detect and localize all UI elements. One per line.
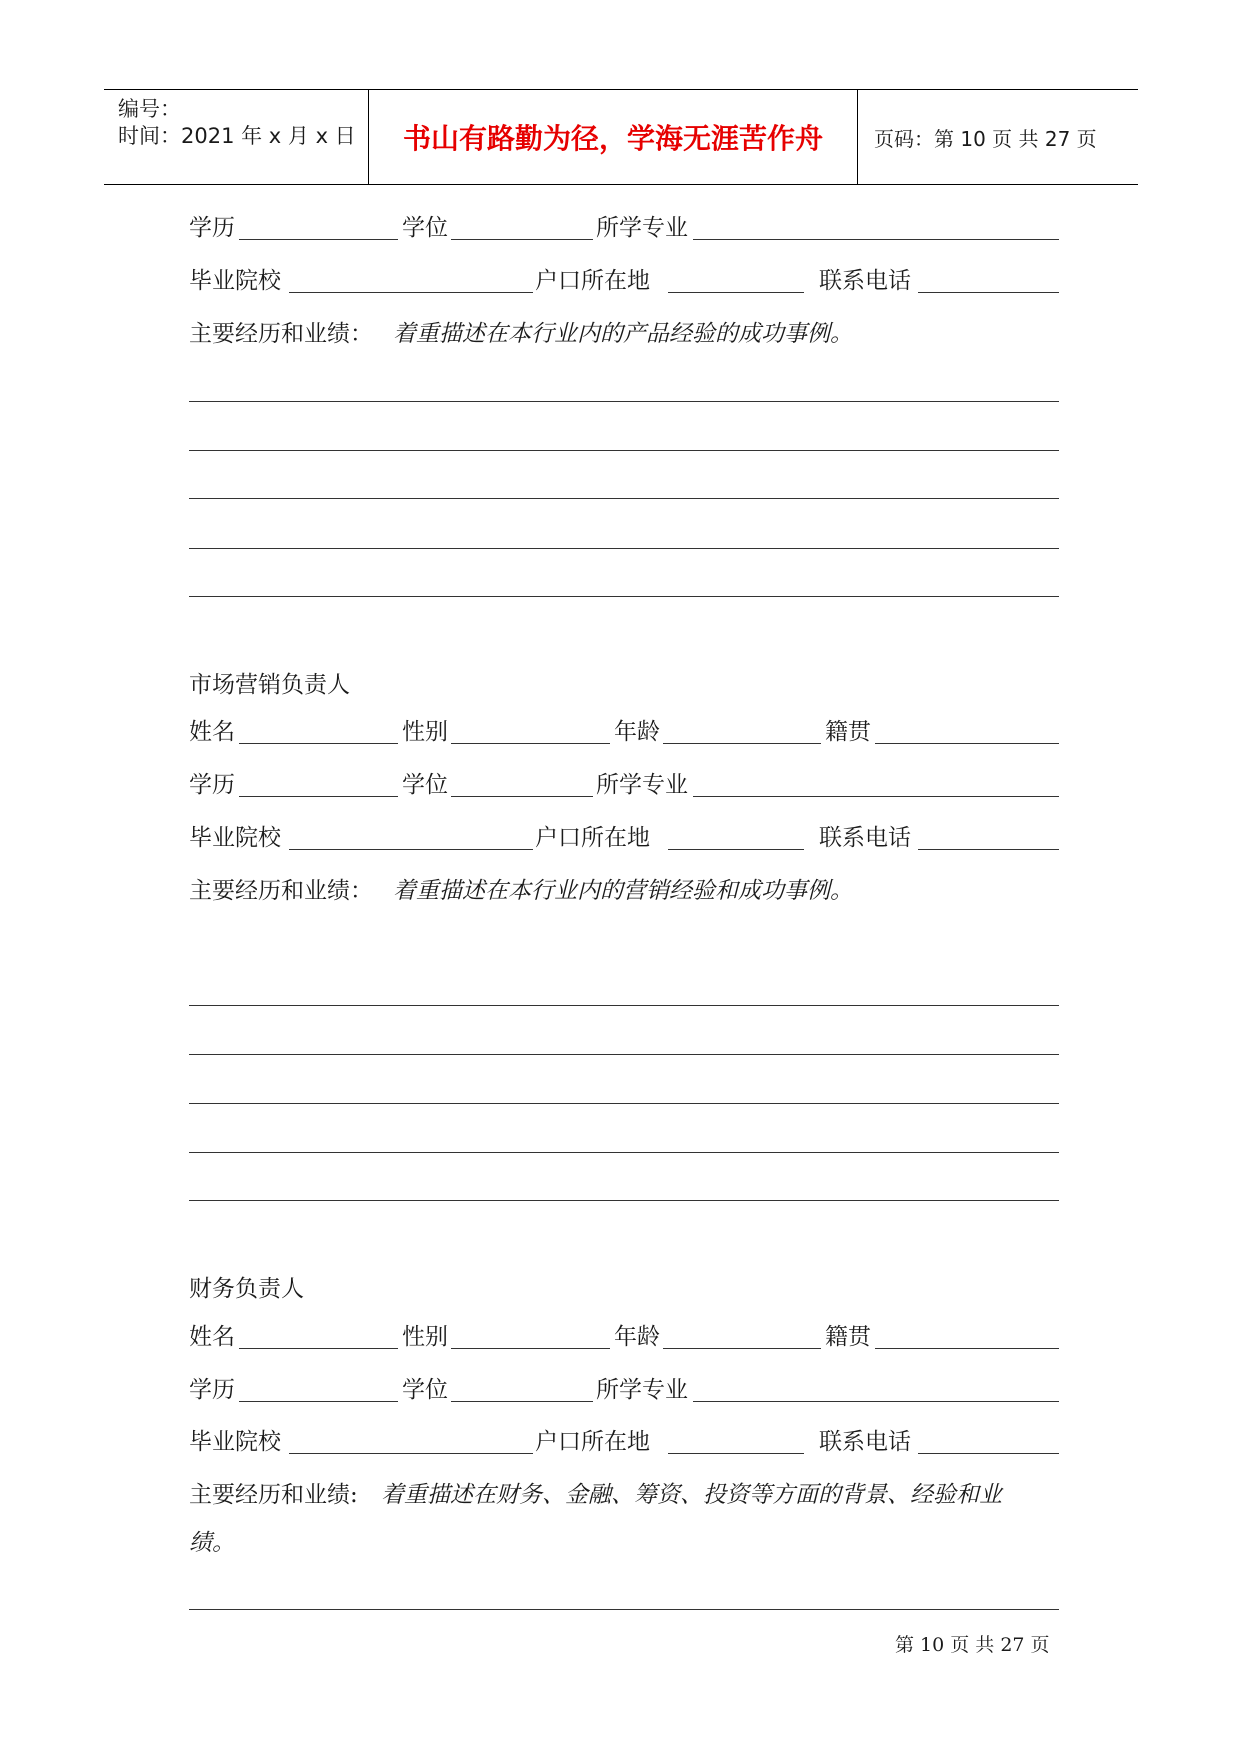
school-blank[interactable]: [289, 1453, 533, 1454]
answer-line[interactable]: [189, 548, 1059, 549]
phone-label: 联系电话: [819, 825, 911, 851]
name-label: 姓名: [189, 1324, 235, 1350]
hukou-label: 户口所在地: [535, 825, 650, 851]
experience-hint: 着重描述在财务、金融、筹资、投资等方面的背景、经验和业: [381, 1482, 1002, 1508]
age-blank[interactable]: [663, 1348, 821, 1349]
answer-line[interactable]: [189, 596, 1059, 597]
degree-label: 学位: [402, 1377, 448, 1403]
education-blank[interactable]: [239, 239, 398, 240]
phone-blank[interactable]: [918, 292, 1059, 293]
education-row: [189, 765, 1059, 801]
gender-label: 性别: [402, 1324, 448, 1350]
answer-line[interactable]: [189, 1054, 1059, 1055]
age-label: 年龄: [614, 719, 660, 745]
degree-blank[interactable]: [451, 1401, 593, 1402]
answer-line[interactable]: [189, 1200, 1059, 1201]
experience-row: [189, 1475, 1059, 1511]
education-blank[interactable]: [239, 1401, 398, 1402]
education-blank[interactable]: [239, 796, 398, 797]
major-blank[interactable]: [693, 796, 1059, 797]
page-header: [104, 89, 1138, 185]
school-row: [189, 1422, 1059, 1458]
answer-line[interactable]: [189, 498, 1059, 499]
hukou-blank[interactable]: [668, 849, 804, 850]
major-label: 所学专业: [596, 215, 688, 241]
degree-label: 学位: [402, 772, 448, 798]
phone-blank[interactable]: [918, 1453, 1059, 1454]
page-footer: 第 10 页 共 27 页: [895, 1634, 1050, 1656]
gender-blank[interactable]: [451, 743, 610, 744]
age-label: 年龄: [614, 1324, 660, 1350]
experience-row: [189, 871, 1059, 907]
answer-line[interactable]: [189, 1005, 1059, 1006]
major-label: 所学专业: [596, 772, 688, 798]
phone-blank[interactable]: [918, 849, 1059, 850]
experience-hint-cont: 绩。: [189, 1530, 235, 1556]
experience-hint: 着重描述在本行业内的营销经验和成功事例。: [393, 878, 853, 904]
experience-label: 主要经历和业绩:: [189, 1482, 358, 1508]
header-meta: [104, 90, 369, 184]
phone-label: 联系电话: [819, 1429, 911, 1455]
degree-blank[interactable]: [451, 796, 593, 797]
school-blank[interactable]: [289, 849, 533, 850]
education-label: 学历: [189, 1377, 235, 1403]
answer-line[interactable]: [189, 1103, 1059, 1104]
education-label: 学历: [189, 215, 235, 241]
major-blank[interactable]: [693, 1401, 1059, 1402]
name-blank[interactable]: [239, 743, 398, 744]
name-row: [189, 712, 1059, 748]
degree-blank[interactable]: [451, 239, 593, 240]
education-row: [189, 1370, 1059, 1406]
time-label: 时间：2021 年 x 月 x 日: [118, 124, 356, 148]
native-label: 籍贯: [825, 1324, 871, 1350]
hukou-blank[interactable]: [668, 1453, 804, 1454]
school-label: 毕业院校: [189, 268, 281, 294]
answer-line[interactable]: [189, 401, 1059, 402]
hukou-blank[interactable]: [668, 292, 804, 293]
school-row: [189, 261, 1059, 297]
native-label: 籍贯: [825, 719, 871, 745]
header-page-info: 页码：第 10 页 共 27 页: [874, 126, 1097, 151]
degree-label: 学位: [402, 215, 448, 241]
education-label: 学历: [189, 772, 235, 798]
marketing-title: 市场营销负责人: [189, 672, 350, 698]
code-label: 编号：: [118, 97, 181, 121]
education-row: [189, 208, 1059, 244]
gender-label: 性别: [402, 719, 448, 745]
header-motto: 书山有路勤为径，学海无涯苦作舟: [369, 90, 858, 184]
name-label: 姓名: [189, 719, 235, 745]
phone-label: 联系电话: [819, 268, 911, 294]
school-blank[interactable]: [289, 292, 533, 293]
age-blank[interactable]: [663, 743, 821, 744]
answer-line[interactable]: [189, 1609, 1059, 1610]
major-blank[interactable]: [693, 239, 1059, 240]
hukou-label: 户口所在地: [535, 1429, 650, 1455]
native-blank[interactable]: [875, 743, 1059, 744]
experience-label: 主要经历和业绩：: [189, 321, 373, 347]
experience-hint: 着重描述在本行业内的产品经验的成功事例。: [393, 321, 853, 347]
school-label: 毕业院校: [189, 1429, 281, 1455]
name-blank[interactable]: [239, 1348, 398, 1349]
experience-row: [189, 314, 1059, 350]
name-row: [189, 1317, 1059, 1353]
native-blank[interactable]: [875, 1348, 1059, 1349]
answer-line[interactable]: [189, 1152, 1059, 1153]
school-label: 毕业院校: [189, 825, 281, 851]
gender-blank[interactable]: [451, 1348, 610, 1349]
finance-title: 财务负责人: [189, 1276, 304, 1302]
school-row: [189, 818, 1059, 854]
experience-label: 主要经历和业绩：: [189, 878, 373, 904]
answer-line[interactable]: [189, 450, 1059, 451]
major-label: 所学专业: [596, 1377, 688, 1403]
hukou-label: 户口所在地: [535, 268, 650, 294]
